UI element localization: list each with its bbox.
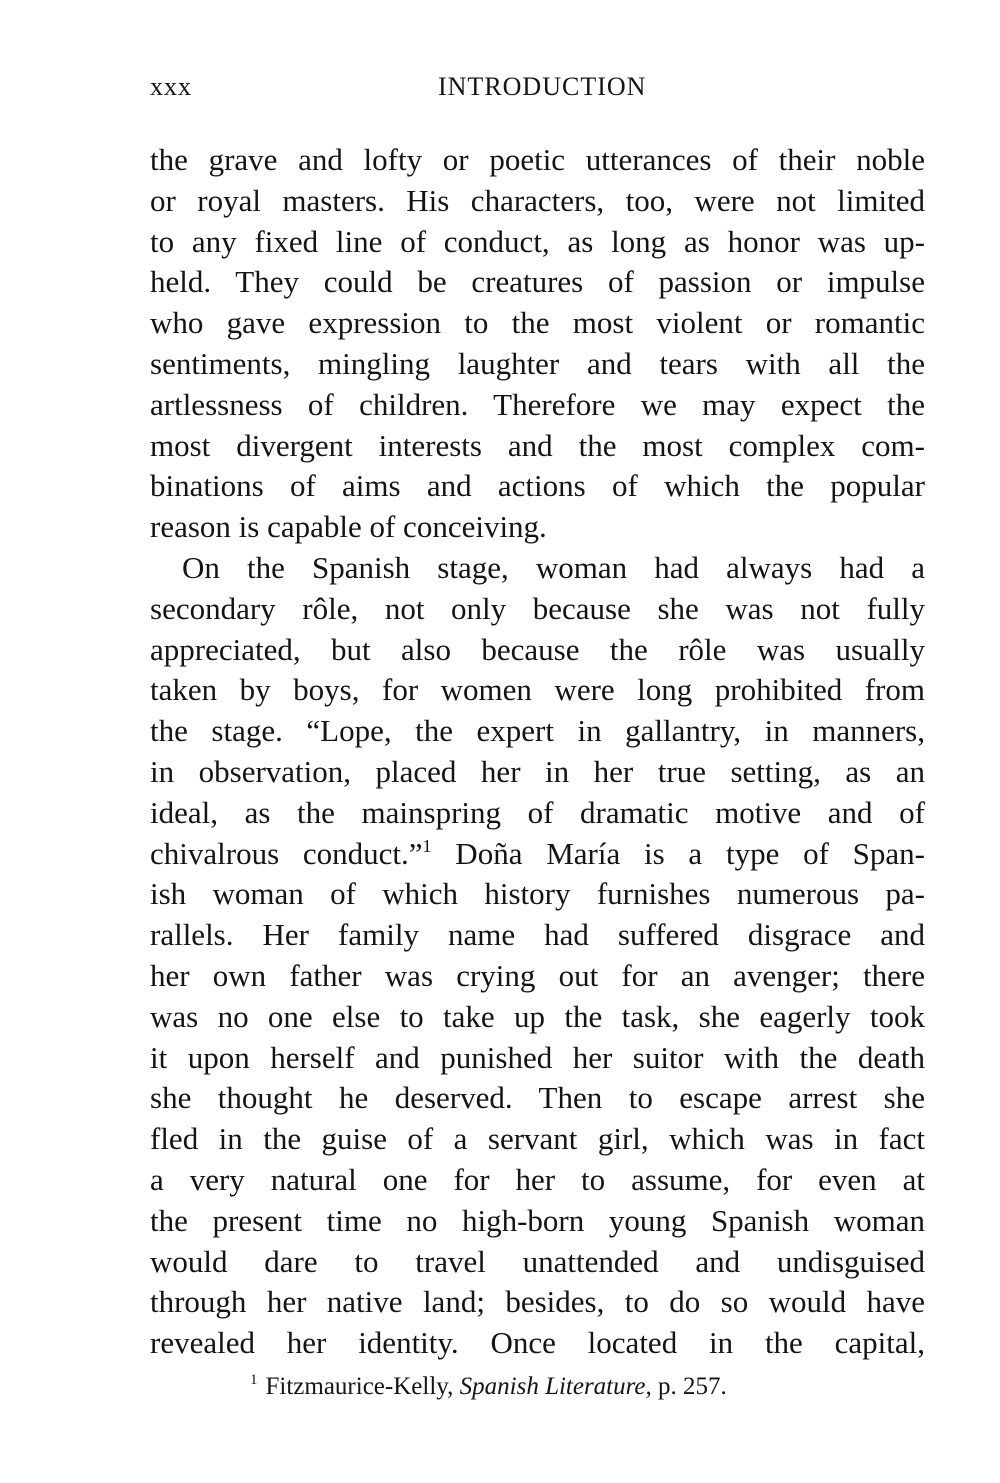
text-line: ish woman of which history furnishes numerous pa- — [150, 876, 925, 912]
text-line: her own father was crying out for an avenger; there — [150, 957, 925, 993]
text-line: On the Spanish stage, woman had always had a — [182, 549, 925, 585]
text-line: the present time no high-born young Spanish woman — [150, 1202, 925, 1238]
text-line: appreciated, but also because the rôle was usually — [150, 631, 925, 667]
text-line: reason is capable of conceiving. — [150, 509, 547, 545]
text-line: rallels. Her family name had suffered disgrace and — [150, 917, 925, 953]
running-header — [150, 72, 925, 112]
text-line: most divergent interests and the most complex com- — [150, 427, 925, 463]
text-line: was no one else to take up the task, she eagerly took — [150, 998, 925, 1034]
text-line: she thought he deserved. Then to escape arrest she — [150, 1080, 925, 1116]
running-title: INTRODUCTION — [438, 72, 647, 101]
footnote — [250, 1372, 950, 1401]
text-line: binations of aims and actions of which the popular — [150, 468, 925, 504]
text-segment: Doña María is a type of Span- — [431, 835, 925, 871]
text-line: the stage. “Lope, the expert in gallantry, in manners, — [150, 713, 925, 749]
page-number: xxx — [150, 72, 192, 101]
footnote-author: Fitzmaurice-Kelly, — [265, 1373, 460, 1400]
text-line: who gave expression to the most violent or romantic — [150, 305, 925, 341]
text-line: in observation, placed her in her true setting, as an — [150, 753, 925, 789]
text-line: or royal masters. His characters, too, were not limited — [150, 182, 925, 218]
text-line: secondary rôle, not only because she was not fully — [150, 590, 925, 626]
text-line: ideal, as the mainspring of dramatic motive and of — [150, 794, 925, 830]
footnote-title: Spanish Literature, — [459, 1373, 652, 1400]
text-line: it upon herself and punished her suitor with the death — [150, 1039, 925, 1075]
footnote-page: p. 257. — [651, 1373, 727, 1400]
text-line: revealed her identity. Once located in the capital, — [150, 1325, 925, 1361]
text-line: to any fixed line of conduct, as long as honor was up- — [150, 223, 925, 259]
text-line: through her native land; besides, to do so would have — [150, 1284, 925, 1320]
footnote-reference: 1 — [422, 835, 432, 856]
body-text — [150, 140, 925, 1364]
text-line: a very natural one for her to assume, for even at — [150, 1161, 925, 1197]
text-line: sentiments, mingling laughter and tears with all the — [150, 345, 925, 381]
footnote-mark: 1 — [250, 1372, 258, 1388]
text-line: held. They could be creatures of passion or impulse — [150, 264, 925, 300]
text-line-with-footnote-ref — [150, 834, 925, 875]
text-line: taken by boys, for women were long prohibited from — [150, 672, 925, 708]
text-line: would dare to travel unattended and undisguised — [150, 1243, 925, 1279]
text-segment: chivalrous conduct.” — [150, 835, 423, 871]
text-line: the grave and lofty or poetic utterances of their noble — [150, 142, 925, 177]
text-line: fled in the guise of a servant girl, which was in fact — [150, 1121, 925, 1157]
text-line: artlessness of children. Therefore we may expect the — [150, 386, 925, 422]
